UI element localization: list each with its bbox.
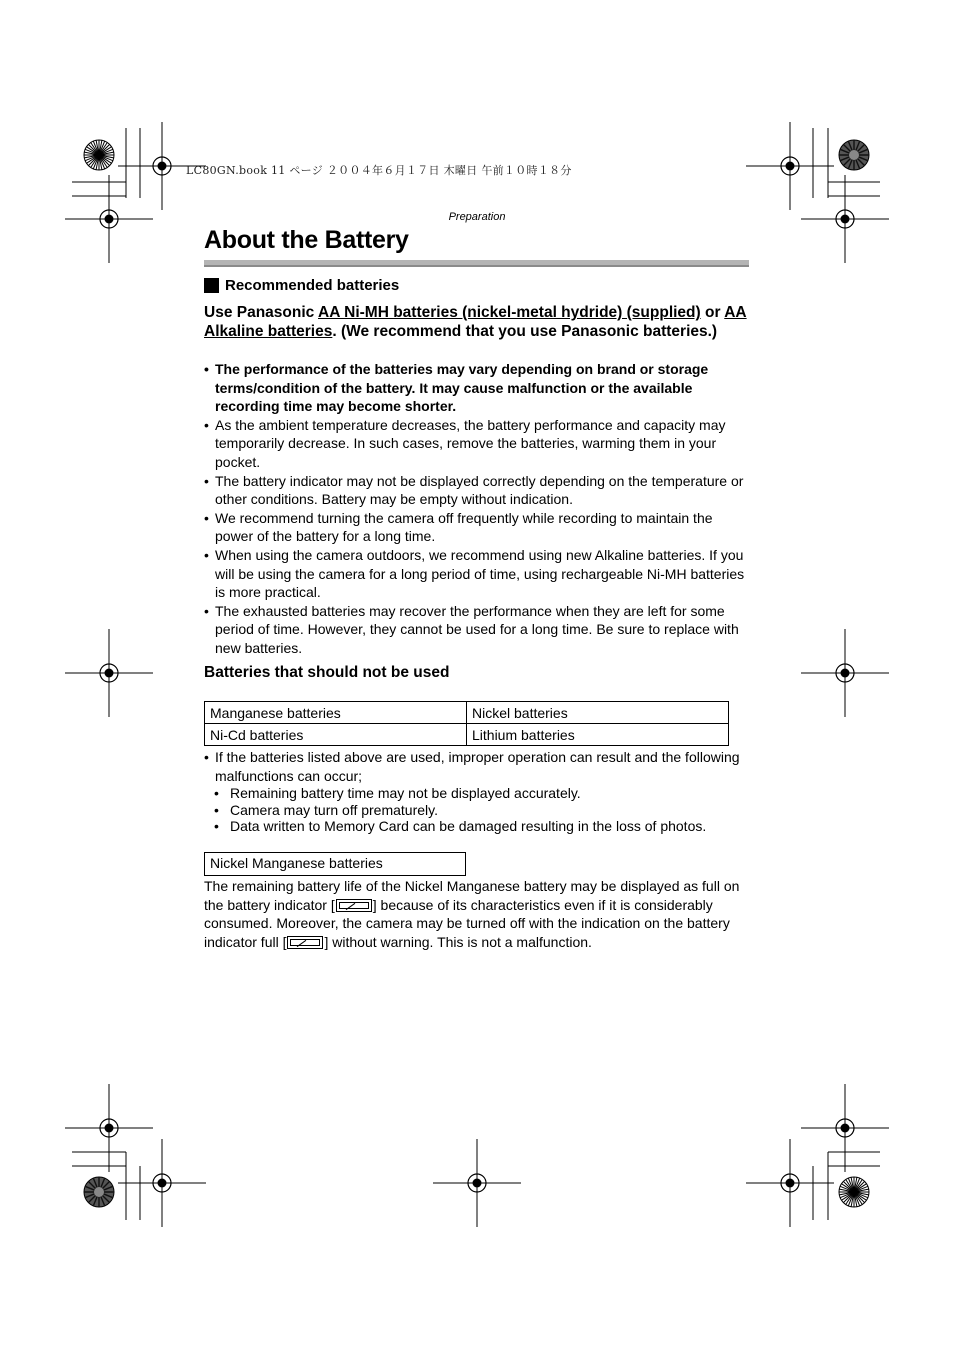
battery-full-icon [287, 936, 323, 949]
recommended-heading [204, 277, 399, 294]
list-item: • The exhausted batteries may recover the performance when they are left for some period of time. However, they cannot be used for a long time. Be sure to replace with new batteries. [204, 602, 752, 658]
nm-text-3: ] without warning. This is not a malfunction. [324, 933, 592, 950]
not-used-notes [204, 748, 752, 835]
recommended-heading-text: Recommended batteries [225, 277, 400, 294]
recommended-intro [204, 303, 754, 341]
list-item: • Camera may turn off prematurely. [204, 802, 752, 819]
recommended-bullets [204, 360, 752, 658]
list-item: • The performance of the batteries may vary depending on brand or storage terms/condition of the battery. It may cause malfunction or the available recording time may become shorter. [204, 360, 752, 416]
print-info-line: LC80GN.book 11 ページ ２００４年６月１７日 木曜日 午前１０時１８分 [186, 164, 572, 177]
nm-text-1: The remaining battery life of the Nickel Manganese battery may be displayed as full on the battery indicator [ [204, 878, 740, 913]
table-row [205, 702, 729, 724]
nickel-manganese-box: Nickel Manganese batteries [204, 852, 466, 876]
list-item: • Remaining battery time may not be displayed accurately. [204, 785, 752, 802]
list-item: • Data written to Memory Card can be damaged resulting in the loss of photos. [204, 818, 752, 835]
intro-text-3: . (We recommend that you use Panasonic batteries.) [332, 323, 718, 340]
square-bullet-icon [204, 278, 219, 293]
not-used-note: • If the batteries listed above are used, improper operation can result and the following malfunctions can occur; [204, 748, 752, 785]
table-cell: Manganese batteries [205, 702, 467, 724]
list-item: • As the ambient temperature decreases, the battery performance and capacity may temporarily decrease. In such cases, remove the batteries, warming them in your pocket. [204, 416, 752, 472]
nm-text-2: ] because of its characteristics even if it is considerably consumed. Moreover, the camera may be turned off with the indication on the battery indicator full [ [204, 896, 730, 950]
table-cell: Lithium batteries [467, 724, 729, 746]
list-item: • We recommend turning the camera off frequently while recording to maintain the power of the battery for a long time. [204, 509, 752, 546]
not-used-table [204, 701, 729, 746]
list-item: • The battery indicator may not be displayed correctly depending on the temperature or other conditions. Battery may be empty without indication. [204, 472, 752, 509]
intro-text-1: Use Panasonic [204, 304, 319, 321]
section-label: Preparation [448, 211, 506, 223]
crop-marks [72, 128, 880, 1220]
intro-underlined-2: AA Alkaline batteries [204, 304, 747, 340]
title-rule [204, 260, 749, 267]
list-item: • When using the camera outdoors, we recommend using new Alkaline batteries. If you will be using the camera for a long period of time, using rechargeable Ni-MH batteries is more practical. [204, 546, 752, 602]
table-row [205, 724, 729, 746]
table-cell: Nickel batteries [467, 702, 729, 724]
intro-underlined-1: AA Ni-MH batteries (nickel-metal hydride) (supplied) [318, 304, 701, 321]
intro-text-2: or [700, 304, 725, 321]
nickel-manganese-text [204, 877, 754, 951]
battery-full-icon [336, 899, 372, 912]
not-used-heading: Batteries that should not be used [204, 664, 450, 681]
page-title: About the Battery [204, 226, 409, 254]
table-cell: Ni-Cd batteries [205, 724, 467, 746]
